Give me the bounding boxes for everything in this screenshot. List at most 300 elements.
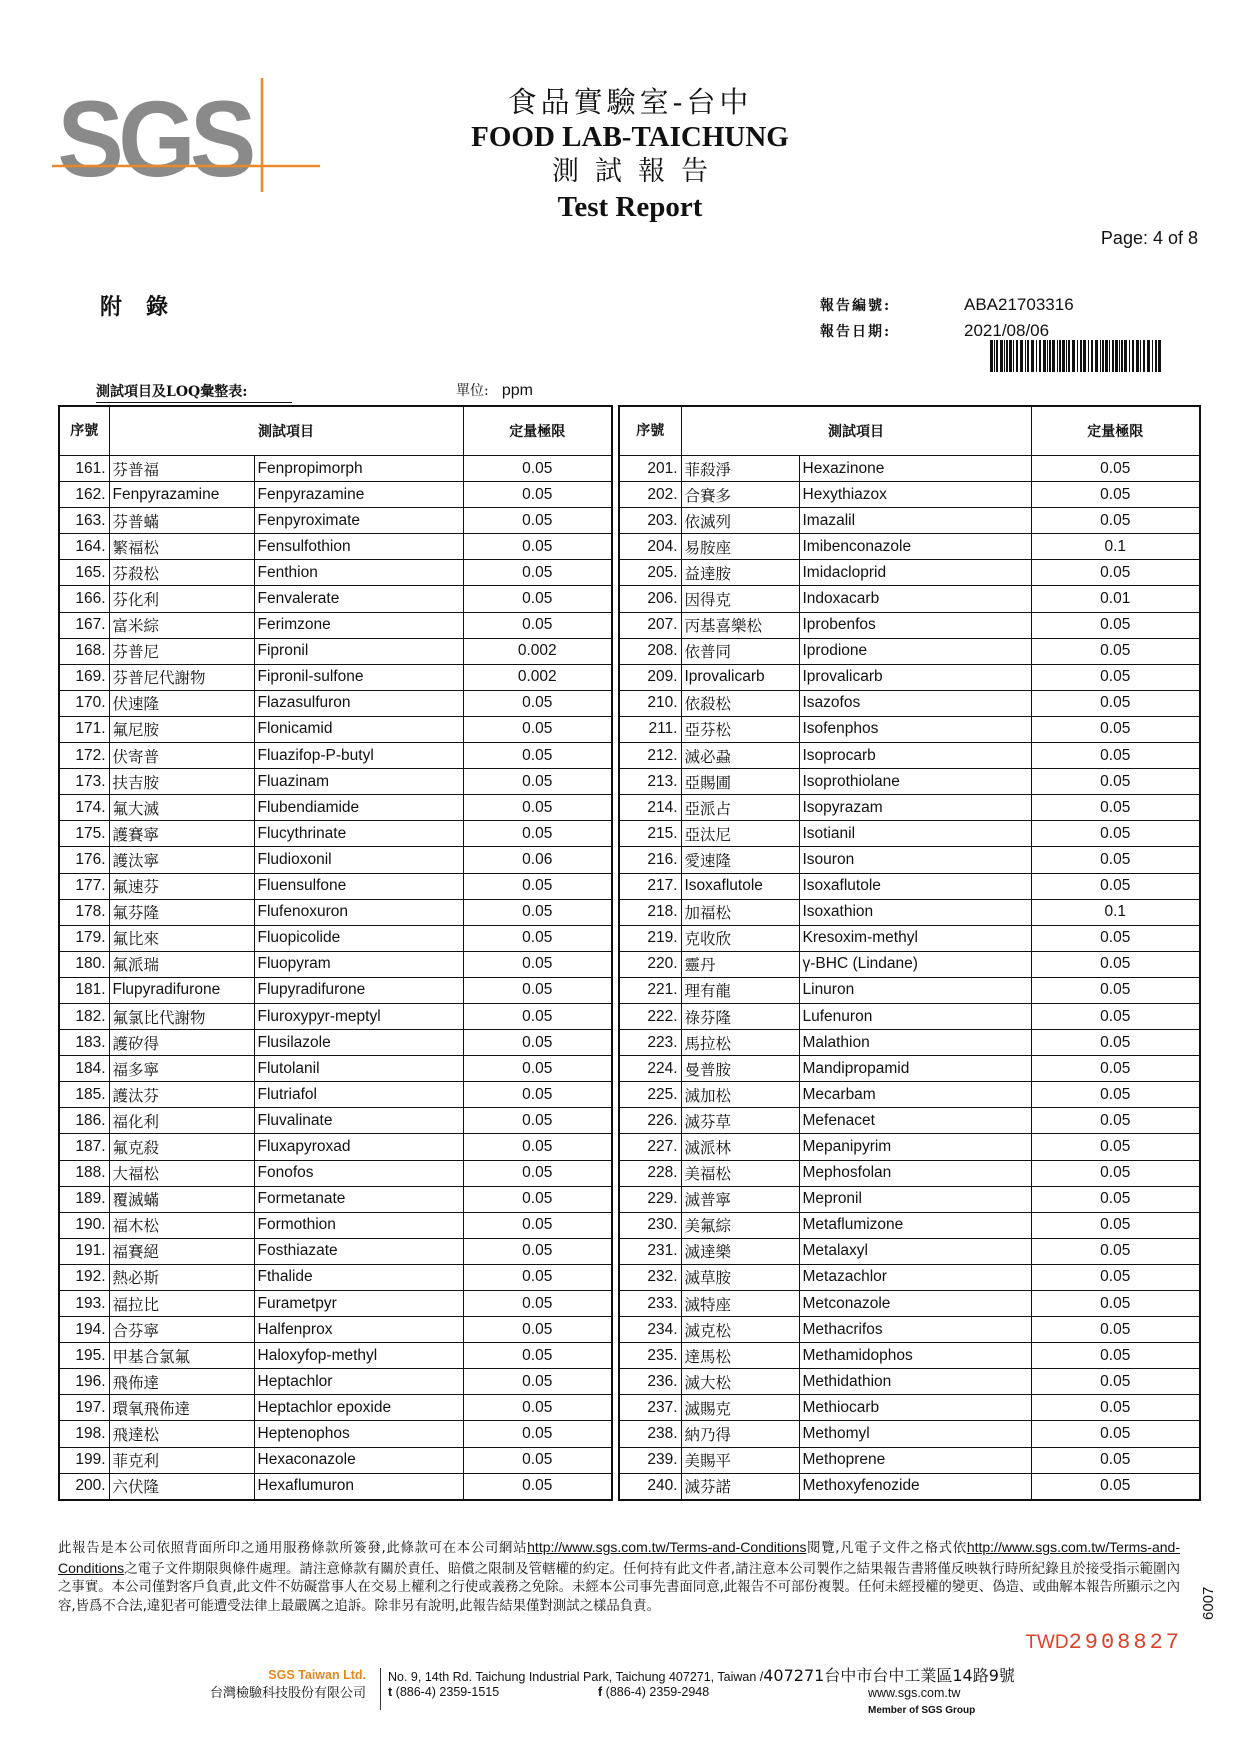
loq-value-cell: 0.05 bbox=[1031, 560, 1200, 586]
serial-no-cell: 206. bbox=[619, 586, 681, 612]
chinese-name-cell: 福多寧 bbox=[109, 1056, 254, 1082]
english-name-cell: Flutriafol bbox=[254, 1082, 463, 1108]
table-row bbox=[59, 951, 612, 977]
serial-number bbox=[1025, 1630, 1182, 1655]
loq-table-left bbox=[58, 405, 613, 1501]
table-row bbox=[619, 769, 1200, 795]
table-row bbox=[59, 690, 612, 716]
loq-value-cell: 0.05 bbox=[463, 1395, 612, 1421]
chinese-name-cell: Flupyradifurone bbox=[109, 977, 254, 1003]
table-row bbox=[59, 560, 612, 586]
english-name-cell: Malathion bbox=[799, 1030, 1031, 1056]
disclaimer-text-2: 閱覽,凡電子文件之格式依 bbox=[806, 1541, 967, 1556]
english-name-cell: Fosthiazate bbox=[254, 1238, 463, 1264]
loq-value-cell: 0.05 bbox=[463, 1160, 612, 1186]
english-name-cell: Flazasulfuron bbox=[254, 690, 463, 716]
serial-no-cell: 183. bbox=[59, 1030, 109, 1056]
table-row bbox=[59, 743, 612, 769]
table-row bbox=[59, 847, 612, 873]
serial-no-cell: 196. bbox=[59, 1369, 109, 1395]
chinese-name-cell: 甲基合氯氟 bbox=[109, 1343, 254, 1369]
english-name-cell: γ-BHC (Lindane) bbox=[799, 951, 1031, 977]
serial-no-cell: 236. bbox=[619, 1369, 681, 1395]
loq-value-cell: 0.05 bbox=[1031, 1212, 1200, 1238]
chinese-name-cell: Fenpyrazamine bbox=[109, 482, 254, 508]
chinese-name-cell: 合賽多 bbox=[681, 482, 799, 508]
phone-line bbox=[388, 1685, 499, 1699]
serial-no-cell: 168. bbox=[59, 638, 109, 664]
english-name-cell: Haloxyfop-methyl bbox=[254, 1343, 463, 1369]
table-row bbox=[59, 1108, 612, 1134]
loq-value-cell: 0.05 bbox=[463, 743, 612, 769]
table-row bbox=[619, 847, 1200, 873]
english-name-cell: Imazalil bbox=[799, 508, 1031, 534]
english-name-cell: Isotianil bbox=[799, 821, 1031, 847]
chinese-name-cell: 滅普寧 bbox=[681, 1186, 799, 1212]
loq-value-cell: 0.05 bbox=[1031, 769, 1200, 795]
serial-no-cell: 166. bbox=[59, 586, 109, 612]
english-name-cell: Fipronil-sulfone bbox=[254, 664, 463, 690]
english-name-cell: Mephosfolan bbox=[799, 1160, 1031, 1186]
chinese-name-cell: 芬普尼 bbox=[109, 638, 254, 664]
chinese-name-cell: 芬普蟎 bbox=[109, 508, 254, 534]
chinese-name-cell: 福賽絕 bbox=[109, 1238, 254, 1264]
serial-no-cell: 211. bbox=[619, 716, 681, 742]
report-title-cn: 測試報告 bbox=[552, 156, 724, 187]
table-caption: 測試項目及LOQ彙整表: bbox=[96, 381, 292, 403]
serial-no-cell: 229. bbox=[619, 1186, 681, 1212]
table-row bbox=[619, 1473, 1200, 1500]
chinese-name-cell: 曼普胺 bbox=[681, 1056, 799, 1082]
barcode-bar bbox=[1077, 340, 1078, 372]
table-row bbox=[59, 508, 612, 534]
serial-no-cell: 226. bbox=[619, 1108, 681, 1134]
barcode-bar bbox=[1013, 340, 1014, 372]
table-row bbox=[59, 1238, 612, 1264]
english-name-cell: Fthalide bbox=[254, 1264, 463, 1290]
barcode-bar bbox=[1047, 340, 1048, 372]
serial-no-cell: 212. bbox=[619, 743, 681, 769]
loq-value-cell: 0.05 bbox=[463, 1264, 612, 1290]
barcode-bar bbox=[1052, 340, 1055, 372]
english-name-cell: Methidathion bbox=[799, 1369, 1031, 1395]
chinese-name-cell: 合芬寧 bbox=[109, 1317, 254, 1343]
unit-value: ppm bbox=[501, 382, 533, 399]
table-row bbox=[59, 1447, 612, 1473]
barcode-bar bbox=[1100, 340, 1101, 372]
english-name-cell: Fluvalinate bbox=[254, 1108, 463, 1134]
barcode-bar bbox=[1155, 340, 1157, 372]
loq-value-cell: 0.05 bbox=[463, 1291, 612, 1317]
serial-no-cell: 161. bbox=[59, 456, 109, 482]
serial-no-cell: 204. bbox=[619, 534, 681, 560]
serial-no-cell: 201. bbox=[619, 456, 681, 482]
english-name-cell: Metconazole bbox=[799, 1291, 1031, 1317]
loq-value-cell: 0.01 bbox=[1031, 586, 1200, 612]
english-name-cell: Fluensulfone bbox=[254, 873, 463, 899]
english-name-cell: Flufenoxuron bbox=[254, 899, 463, 925]
loq-value-cell: 0.05 bbox=[1031, 951, 1200, 977]
serial-no-cell: 187. bbox=[59, 1134, 109, 1160]
english-name-cell: Mepanipyrim bbox=[799, 1134, 1031, 1160]
table-row bbox=[619, 925, 1200, 951]
english-name-cell: Methacrifos bbox=[799, 1317, 1031, 1343]
serial-no-cell: 181. bbox=[59, 977, 109, 1003]
english-name-cell: Isoprocarb bbox=[799, 743, 1031, 769]
chinese-name-cell: 大福松 bbox=[109, 1160, 254, 1186]
serial-no-cell: 214. bbox=[619, 795, 681, 821]
table-row bbox=[59, 1134, 612, 1160]
barcode-bar bbox=[1043, 340, 1046, 372]
english-name-cell: Fludioxonil bbox=[254, 847, 463, 873]
loq-value-cell: 0.05 bbox=[463, 534, 612, 560]
serial-no-cell: 237. bbox=[619, 1395, 681, 1421]
loq-value-cell: 0.05 bbox=[1031, 1369, 1200, 1395]
table-row bbox=[619, 1186, 1200, 1212]
serial-no-cell: 231. bbox=[619, 1238, 681, 1264]
chinese-name-cell: 滅草胺 bbox=[681, 1264, 799, 1290]
english-name-cell: Mandipropamid bbox=[799, 1056, 1031, 1082]
english-name-cell: Iprovalicarb bbox=[799, 664, 1031, 690]
loq-value-cell: 0.05 bbox=[1031, 873, 1200, 899]
loq-value-cell: 0.05 bbox=[1031, 977, 1200, 1003]
serial-no-cell: 169. bbox=[59, 664, 109, 690]
loq-value-cell: 0.05 bbox=[1031, 612, 1200, 638]
english-name-cell: Imidacloprid bbox=[799, 560, 1031, 586]
barcode-bar bbox=[1143, 340, 1145, 372]
barcode-bar bbox=[1031, 340, 1034, 372]
barcode-bar bbox=[1066, 340, 1067, 372]
chinese-name-cell: 滅派林 bbox=[681, 1134, 799, 1160]
english-name-cell: Methoxyfenozide bbox=[799, 1473, 1031, 1500]
chinese-name-cell: 護賽寧 bbox=[109, 821, 254, 847]
table-row bbox=[59, 925, 612, 951]
loq-value-cell: 0.05 bbox=[1031, 847, 1200, 873]
chinese-name-cell: 亞芬松 bbox=[681, 716, 799, 742]
table-row bbox=[59, 586, 612, 612]
loq-value-cell: 0.05 bbox=[463, 951, 612, 977]
loq-value-cell: 0.05 bbox=[463, 1134, 612, 1160]
table-row bbox=[619, 1056, 1200, 1082]
english-name-cell: Fenvalerate bbox=[254, 586, 463, 612]
report-number-label: 報告編號: bbox=[820, 298, 892, 314]
english-name-cell: Metaflumizone bbox=[799, 1212, 1031, 1238]
table-header-row bbox=[619, 406, 1200, 456]
chinese-name-cell: 亞賜圃 bbox=[681, 769, 799, 795]
table-row bbox=[59, 482, 612, 508]
serial-no-cell: 174. bbox=[59, 795, 109, 821]
loq-value-cell: 0.05 bbox=[1031, 1343, 1200, 1369]
chinese-name-cell: 芬普尼代謝物 bbox=[109, 664, 254, 690]
side-code: 6007 bbox=[1200, 1586, 1217, 1620]
english-name-cell: Mecarbam bbox=[799, 1082, 1031, 1108]
serial-no-cell: 217. bbox=[619, 873, 681, 899]
page-number: Page: 4 of 8 bbox=[1100, 228, 1198, 248]
serial-no-cell: 227. bbox=[619, 1134, 681, 1160]
loq-value-cell: 0.05 bbox=[1031, 743, 1200, 769]
loq-value-cell: 0.05 bbox=[463, 1186, 612, 1212]
chinese-name-cell: 芬普福 bbox=[109, 456, 254, 482]
serial-no-cell: 224. bbox=[619, 1056, 681, 1082]
table-row bbox=[619, 1160, 1200, 1186]
phone-number: (886-4) 2359-1515 bbox=[395, 1685, 500, 1699]
english-name-cell: Hexaconazole bbox=[254, 1447, 463, 1473]
serial-no-cell: 182. bbox=[59, 1003, 109, 1029]
loq-value-cell: 0.05 bbox=[463, 873, 612, 899]
english-name-cell: Isofenphos bbox=[799, 716, 1031, 742]
fax-prefix: f bbox=[598, 1685, 603, 1699]
table-row bbox=[619, 795, 1200, 821]
table-row bbox=[59, 1317, 612, 1343]
serial-no-cell: 194. bbox=[59, 1317, 109, 1343]
loq-value-cell: 0.05 bbox=[463, 1447, 612, 1473]
chinese-name-cell: 環氧飛佈達 bbox=[109, 1395, 254, 1421]
table-row bbox=[59, 1291, 612, 1317]
loq-value-cell: 0.05 bbox=[463, 482, 612, 508]
english-name-cell: Flusilazole bbox=[254, 1030, 463, 1056]
table-row bbox=[59, 1212, 612, 1238]
serial-no-cell: 191. bbox=[59, 1238, 109, 1264]
english-name-cell: Ferimzone bbox=[254, 612, 463, 638]
english-name-cell: Fluazifop-P-butyl bbox=[254, 743, 463, 769]
serial-no-cell: 162. bbox=[59, 482, 109, 508]
english-name-cell: Isoxathion bbox=[799, 899, 1031, 925]
loq-value-cell: 0.05 bbox=[463, 1003, 612, 1029]
loq-value-cell: 0.05 bbox=[1031, 1160, 1200, 1186]
english-name-cell: Heptenophos bbox=[254, 1421, 463, 1447]
table-row bbox=[59, 612, 612, 638]
barcode-bar bbox=[990, 340, 993, 372]
serial-no-cell: 235. bbox=[619, 1343, 681, 1369]
chinese-name-cell: 益達胺 bbox=[681, 560, 799, 586]
chinese-name-cell: 滅特座 bbox=[681, 1291, 799, 1317]
loq-value-cell: 0.1 bbox=[1031, 534, 1200, 560]
serial-no-cell: 205. bbox=[619, 560, 681, 586]
appendix-heading: 附錄 bbox=[100, 294, 193, 320]
serial-no-cell: 197. bbox=[59, 1395, 109, 1421]
loq-table-right-body bbox=[619, 456, 1200, 1500]
barcode-bar bbox=[1115, 340, 1118, 372]
barcode-bar bbox=[1057, 340, 1058, 372]
english-name-cell: Methamidophos bbox=[799, 1343, 1031, 1369]
loq-value-cell: 0.05 bbox=[463, 1369, 612, 1395]
chinese-name-cell: 飛佈達 bbox=[109, 1369, 254, 1395]
chinese-name-cell: 福化利 bbox=[109, 1108, 254, 1134]
english-name-cell: Indoxacarb bbox=[799, 586, 1031, 612]
loq-value-cell: 0.05 bbox=[1031, 1264, 1200, 1290]
barcode-bar bbox=[996, 340, 998, 372]
barcode-bar bbox=[1000, 340, 1003, 372]
barcode-bar bbox=[1020, 340, 1023, 372]
loq-value-cell: 0.06 bbox=[463, 847, 612, 873]
english-name-cell: Flutolanil bbox=[254, 1056, 463, 1082]
barcode-bar bbox=[1088, 340, 1089, 372]
loq-value-cell: 0.002 bbox=[463, 638, 612, 664]
chinese-name-cell: 氟速芬 bbox=[109, 873, 254, 899]
table-row bbox=[59, 1473, 612, 1500]
loq-value-cell: 0.05 bbox=[1031, 1317, 1200, 1343]
barcode-bar bbox=[1016, 340, 1018, 372]
table-row bbox=[59, 664, 612, 690]
report-title-en: Test Report bbox=[557, 191, 703, 223]
chinese-name-cell: 六伏隆 bbox=[109, 1473, 254, 1500]
chinese-name-cell: 氟氯比代謝物 bbox=[109, 1003, 254, 1029]
table-row bbox=[59, 1369, 612, 1395]
table-row bbox=[59, 716, 612, 742]
loq-value-cell: 0.05 bbox=[1031, 508, 1200, 534]
table-row bbox=[619, 951, 1200, 977]
english-name-cell: Kresoxim-methyl bbox=[799, 925, 1031, 951]
table-row bbox=[59, 1082, 612, 1108]
serial-no-cell: 232. bbox=[619, 1264, 681, 1290]
serial-no-cell: 218. bbox=[619, 899, 681, 925]
serial-no-cell: 238. bbox=[619, 1421, 681, 1447]
loq-value-cell: 0.05 bbox=[1031, 1082, 1200, 1108]
terms-link-2[interactable]: http://www.sgs.com.tw/Terms-and-Conditions bbox=[58, 1539, 1180, 1576]
loq-value-cell: 0.05 bbox=[463, 560, 612, 586]
lab-title-en: FOOD LAB-TAICHUNG bbox=[471, 121, 789, 153]
english-name-cell: Fluxapyroxad bbox=[254, 1134, 463, 1160]
english-name-cell: Fipronil bbox=[254, 638, 463, 664]
table-row bbox=[619, 638, 1200, 664]
loq-value-cell: 0.05 bbox=[1031, 1030, 1200, 1056]
loq-value-cell: 0.05 bbox=[1031, 1291, 1200, 1317]
chinese-name-cell: 氟大滅 bbox=[109, 795, 254, 821]
serial-no-cell: 208. bbox=[619, 638, 681, 664]
table-row bbox=[59, 1395, 612, 1421]
english-name-cell: Hexaflumuron bbox=[254, 1473, 463, 1500]
barcode-bar bbox=[1112, 340, 1114, 372]
serial-no-cell: 193. bbox=[59, 1291, 109, 1317]
serial-no-cell: 209. bbox=[619, 664, 681, 690]
chinese-name-cell: 依殺松 bbox=[681, 690, 799, 716]
table-row bbox=[59, 769, 612, 795]
loq-value-cell: 0.05 bbox=[463, 769, 612, 795]
barcode-bar bbox=[1124, 340, 1127, 372]
loq-value-cell: 0.05 bbox=[463, 795, 612, 821]
english-name-cell: Methoprene bbox=[799, 1447, 1031, 1473]
english-name-cell: Fluopyram bbox=[254, 951, 463, 977]
serial-no-cell: 170. bbox=[59, 690, 109, 716]
report-date-label: 報告日期: bbox=[820, 324, 892, 340]
barcode-bar bbox=[1140, 340, 1141, 372]
chinese-name-cell: 氟比來 bbox=[109, 925, 254, 951]
header-serial-no: 序號 bbox=[59, 406, 109, 456]
serial-no-cell: 228. bbox=[619, 1160, 681, 1186]
barcode-bar bbox=[1062, 340, 1065, 372]
loq-value-cell: 0.05 bbox=[463, 1421, 612, 1447]
table-row bbox=[619, 821, 1200, 847]
loq-value-cell: 0.05 bbox=[463, 1108, 612, 1134]
company-address bbox=[388, 1667, 1015, 1686]
loq-table-wrapper bbox=[58, 405, 1197, 1501]
barcode-bar bbox=[1006, 340, 1008, 372]
english-name-cell: Fenpropimorph bbox=[254, 456, 463, 482]
english-name-cell: Furametpyr bbox=[254, 1291, 463, 1317]
loq-value-cell: 0.05 bbox=[1031, 1186, 1200, 1212]
english-name-cell: Iprobenfos bbox=[799, 612, 1031, 638]
loq-value-cell: 0.05 bbox=[1031, 716, 1200, 742]
table-row bbox=[619, 1264, 1200, 1290]
serial-no-cell: 234. bbox=[619, 1317, 681, 1343]
chinese-name-cell: 繁福松 bbox=[109, 534, 254, 560]
chinese-name-cell: 理有龍 bbox=[681, 977, 799, 1003]
serial-no-cell: 199. bbox=[59, 1447, 109, 1473]
legal-disclaimer bbox=[58, 1538, 1180, 1616]
barcode-bar bbox=[1132, 340, 1134, 372]
report-date: 2021/08/06 bbox=[964, 321, 1050, 340]
chinese-name-cell: 滅大松 bbox=[681, 1369, 799, 1395]
serial-no-cell: 172. bbox=[59, 743, 109, 769]
table-row bbox=[59, 1160, 612, 1186]
table-row bbox=[619, 456, 1200, 482]
table-row bbox=[619, 1003, 1200, 1029]
loq-value-cell: 0.05 bbox=[463, 1343, 612, 1369]
barcode-bar bbox=[1068, 340, 1070, 372]
chinese-name-cell: 滅加松 bbox=[681, 1082, 799, 1108]
chinese-name-cell: 護汰寧 bbox=[109, 847, 254, 873]
barcode-bar bbox=[1059, 340, 1061, 372]
serial-no-cell: 177. bbox=[59, 873, 109, 899]
footer-divider bbox=[380, 1668, 381, 1710]
barcode-bar bbox=[1119, 340, 1120, 372]
table-row bbox=[619, 1343, 1200, 1369]
terms-link-1[interactable]: http://www.sgs.com.tw/Terms-and-Conditions bbox=[527, 1539, 807, 1555]
report-number: ABA21703316 bbox=[964, 295, 1074, 314]
serial-no-cell: 215. bbox=[619, 821, 681, 847]
table-row bbox=[59, 977, 612, 1003]
serial-no-cell: 230. bbox=[619, 1212, 681, 1238]
chinese-name-cell: 靈丹 bbox=[681, 951, 799, 977]
company-name bbox=[150, 1667, 366, 1704]
table-row bbox=[59, 1003, 612, 1029]
chinese-name-cell: 易胺座 bbox=[681, 534, 799, 560]
chinese-name-cell: 福拉比 bbox=[109, 1291, 254, 1317]
barcode-bar bbox=[1009, 340, 1012, 372]
serial-no-cell: 171. bbox=[59, 716, 109, 742]
serial-no-cell: 223. bbox=[619, 1030, 681, 1056]
serial-no-cell: 165. bbox=[59, 560, 109, 586]
sgs-logo bbox=[52, 74, 324, 196]
serial-no-cell: 180. bbox=[59, 951, 109, 977]
loq-value-cell: 0.05 bbox=[463, 1212, 612, 1238]
table-row bbox=[619, 664, 1200, 690]
english-name-cell: Methiocarb bbox=[799, 1395, 1031, 1421]
loq-value-cell: 0.05 bbox=[463, 1056, 612, 1082]
table-row bbox=[59, 873, 612, 899]
table-row bbox=[619, 534, 1200, 560]
chinese-name-cell: 滅芬諾 bbox=[681, 1473, 799, 1500]
chinese-name-cell: 滅達樂 bbox=[681, 1238, 799, 1264]
loq-value-cell: 0.05 bbox=[463, 716, 612, 742]
barcode-bar bbox=[1036, 340, 1037, 372]
table-row bbox=[619, 560, 1200, 586]
english-name-cell: Heptachlor bbox=[254, 1369, 463, 1395]
company-name-en: SGS Taiwan Ltd. bbox=[268, 1668, 366, 1682]
member-of-sgs-group: Member of SGS Group bbox=[868, 1705, 976, 1716]
loq-value-cell: 0.05 bbox=[1031, 821, 1200, 847]
barcode-bar bbox=[1072, 340, 1075, 372]
report-number-row bbox=[820, 292, 1180, 318]
barcode-bar bbox=[1049, 340, 1051, 372]
table-row bbox=[59, 456, 612, 482]
loq-value-cell: 0.05 bbox=[1031, 664, 1200, 690]
barcode-bar bbox=[1083, 340, 1086, 372]
serial-no-cell: 216. bbox=[619, 847, 681, 873]
serial-no-cell: 190. bbox=[59, 1212, 109, 1238]
english-name-cell: Flupyradifurone bbox=[254, 977, 463, 1003]
loq-value-cell: 0.05 bbox=[1031, 456, 1200, 482]
